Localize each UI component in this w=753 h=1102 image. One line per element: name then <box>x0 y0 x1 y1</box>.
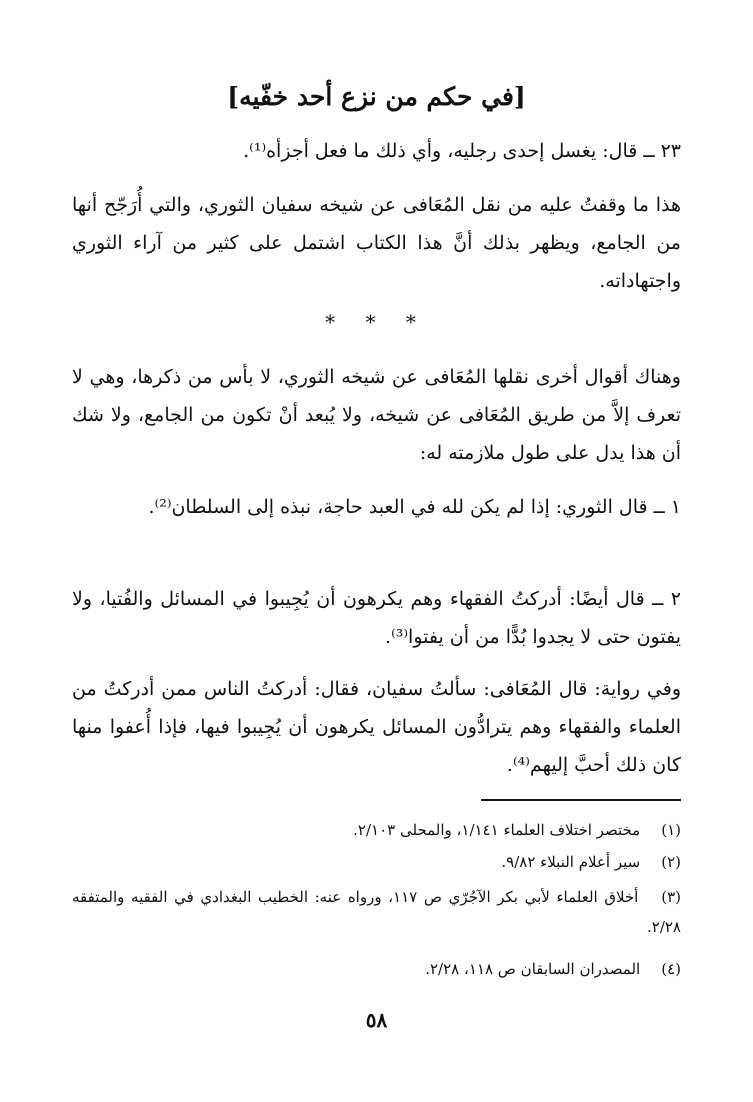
footnote-number: (١) <box>661 821 681 839</box>
paragraph-summary: هذا ما وقفتُ عليه من نقل المُعَافى عن شيخه سفيان الثوري، والتي أُرَجّح أنها من الجامع، ويظهر بذلك أنَّ هذا الكتاب اشتمل على كثير من آراء الثوري واجتهاداته. <box>72 194 681 292</box>
paragraph-saying-2: ٢ ــ قال أيضًا: أدركتُ الفقهاء وهم يكرهون أن يُجِيبوا في المسائل والفُتيا، ولا يفتون حتى لا يجدوا بُدًّا من أن يفتوا⁽³⁾. <box>72 588 681 648</box>
footnote-text: أخلاق العلماء لأبي بكر الآجُرّي ص ١١٧، ورواه عنه: الخطيب البغدادي في الفقيه والمتفقه ٢/٢٨. <box>72 888 681 936</box>
footnote-3 <box>72 882 681 942</box>
paragraph-narration: وفي رواية: قال المُعَافى: سألتُ سفيان، فقال: أدركتُ الناس ممن أدركتُ من العلماء والفقهاء وهم يترادُّون المسائل يكرهون أن يُجِيبوا فيها، فإذا أُعفوا منها كان ذلك أحبَّ إليهم⁽⁴⁾. <box>72 678 681 776</box>
paragraph-saying-1: ١ ــ قال الثوري: إذا لم يكن لله في العبد حاجة، نبذه إلى السلطان⁽²⁾. <box>148 496 681 518</box>
paragraph-23: ٢٣ ــ قال: يغسل إحدى رجليه، وأي ذلك ما فعل أجزأه⁽¹⁾. <box>243 140 681 162</box>
section-heading: [في حكم من نزع أحد خفّيه] <box>227 82 526 111</box>
footnote-text: المصدران السابقان ص ١١٨، ٢/٢٨. <box>425 960 641 978</box>
footnote-number: (٢) <box>661 853 681 871</box>
footnote-number: (٤) <box>661 960 681 978</box>
footnote-4 <box>72 954 681 984</box>
footnote-2 <box>72 847 681 877</box>
footnote-text: سير أعلام النبلاء ٩/٨٢. <box>501 853 641 871</box>
footnote-divider <box>481 799 681 801</box>
page-number: ٥٨ <box>365 1008 388 1032</box>
footnote-1 <box>72 815 681 845</box>
paragraph-other-sayings: وهناك أقوال أخرى نقلها المُعَافى عن شيخه الثوري، لا بأس من ذكرها، وهي لا تعرف إلاَّ من طريق المُعَافى عن شيخه، ولا يُبعد أنْ تكون من الجامع، ولا شك أن هذا يدل على طول ملازمته له: <box>72 366 681 464</box>
footnote-text: مختصر اختلاف العلماء ١/١٤١، والمحلى ٢/١٠٣. <box>353 821 641 839</box>
footnote-number: (٣) <box>661 888 681 906</box>
separator-stars: * * * <box>325 310 428 334</box>
